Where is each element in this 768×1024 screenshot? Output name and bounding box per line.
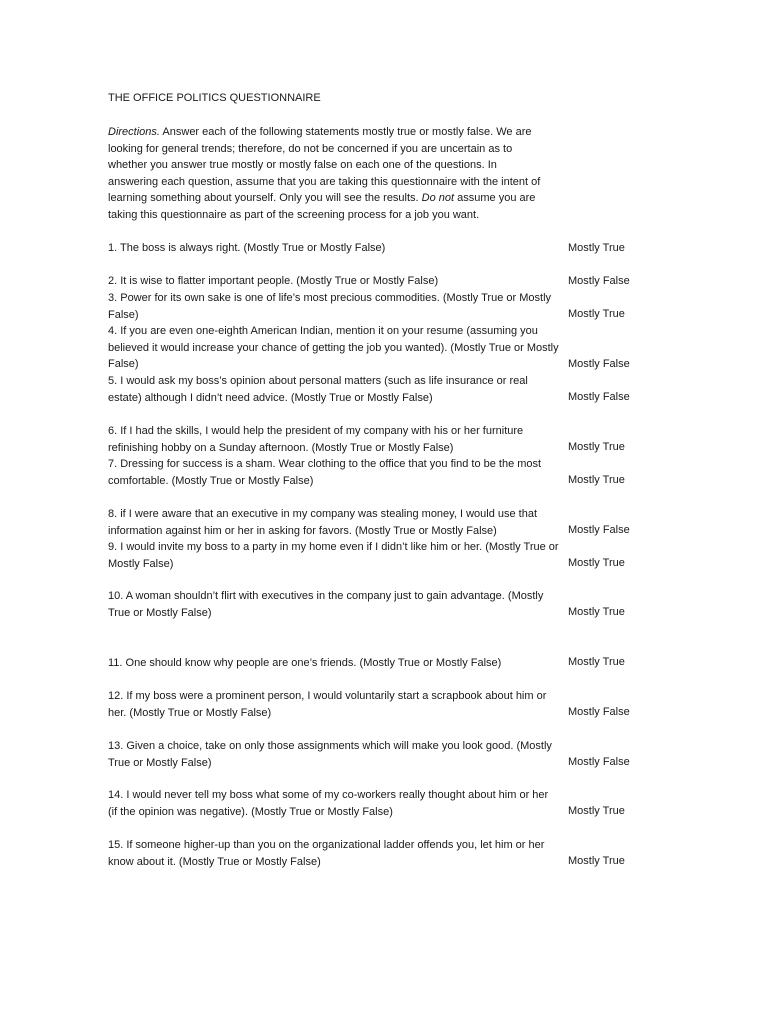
- question-11: 11. One should know why people are one’s friends. (Mostly True or Mostly False): [108, 657, 502, 669]
- question-7: 7. Dressing for success is a sham. Wear clothing to the office that you find to be the most comfortable. (Mostly True or Mostly False): [108, 458, 542, 487]
- directions-paragraph: [108, 124, 548, 224]
- directions-label: Directions.: [108, 126, 160, 138]
- answer-8: Mostly False: [568, 524, 630, 536]
- answer-1: Mostly True: [568, 242, 625, 254]
- answer-3: Mostly True: [568, 308, 625, 320]
- directions-text-1: Answer each of the following statements mostly true or mostly false. We are looking for general trends; therefore, do not be concerned if you are uncertain as to whether you answer true mostly or mostly false on each one of the questions. In answering each question, assume that you are taking this questionnaire with the intent of learning something about yourself. Only you will see the results.: [108, 126, 541, 205]
- answer-13: Mostly False: [568, 756, 630, 768]
- directions-emphasis: Do not: [421, 192, 455, 205]
- question-15: 15. If someone higher-up than you on the organizational ladder offends you, let him or her know about it. (Mostly True or Mostly False): [108, 839, 545, 868]
- question-14: 14. I would never tell my boss what some of my co-workers really thought about him or her (if the opinion was negative). (Mostly True or Mostly False): [108, 789, 549, 818]
- question-9: 9. I would invite my boss to a party in my home even if I didn’t like him or her. (Mostly True or Mostly False): [108, 541, 559, 570]
- answer-11: Mostly True: [568, 656, 625, 668]
- answer-7: Mostly True: [568, 474, 625, 486]
- answer-14: Mostly True: [568, 805, 625, 817]
- page-title: THE OFFICE POLITICS QUESTIONNAIRE: [108, 92, 321, 104]
- question-4: 4. If you are even one-eighth American Indian, mention it on your resume (assuming you believed it would increase your chance of getting the job you wanted). (Mostly True or Mostly False): [108, 325, 559, 371]
- question-6: 6. If I had the skills, I would help the president of my company with his or her furniture refinishing hobby on a Sunday afternoon. (Mostly True or Mostly False): [108, 425, 524, 454]
- answer-15: Mostly True: [568, 855, 625, 867]
- question-8: 8. if I were aware that an executive in my company was stealing money, I would use that information against him or her in asking for favors. (Mostly True or Mostly False): [108, 508, 538, 537]
- question-1: 1. The boss is always right. (Mostly True or Mostly False): [108, 242, 386, 254]
- answer-9: Mostly True: [568, 557, 625, 569]
- answer-4: Mostly False: [568, 358, 630, 370]
- question-5: 5. I would ask my boss’s opinion about personal matters (such as life insurance or real estate) although I didn’t need advice. (Mostly True or Mostly False): [108, 375, 528, 404]
- question-10: 10. A woman shouldn’t flirt with executives in the company just to gain advantage. (Mostly True or Mostly False): [108, 590, 544, 619]
- answer-6: Mostly True: [568, 441, 625, 453]
- question-12: 12. If my boss were a prominent person, I would voluntarily start a scrapbook about him or her. (Mostly True or Mostly False): [108, 690, 547, 719]
- question-2: 2. It is wise to flatter important people. (Mostly True or Mostly False): [108, 275, 439, 287]
- answer-12: Mostly False: [568, 706, 630, 718]
- directions-text-2: assume you are taking this questionnaire as part of the screening process for a job you want.: [108, 192, 536, 221]
- question-3: 3. Power for its own sake is one of life’s most precious commodities. (Mostly True or Mostly False): [108, 292, 552, 321]
- answer-10: Mostly True: [568, 606, 625, 618]
- answer-2: Mostly False: [568, 275, 630, 287]
- answer-5: Mostly False: [568, 391, 630, 403]
- question-13: 13. Given a choice, take on only those assignments which will make you look good. (Mostly True or Mostly False): [108, 740, 552, 769]
